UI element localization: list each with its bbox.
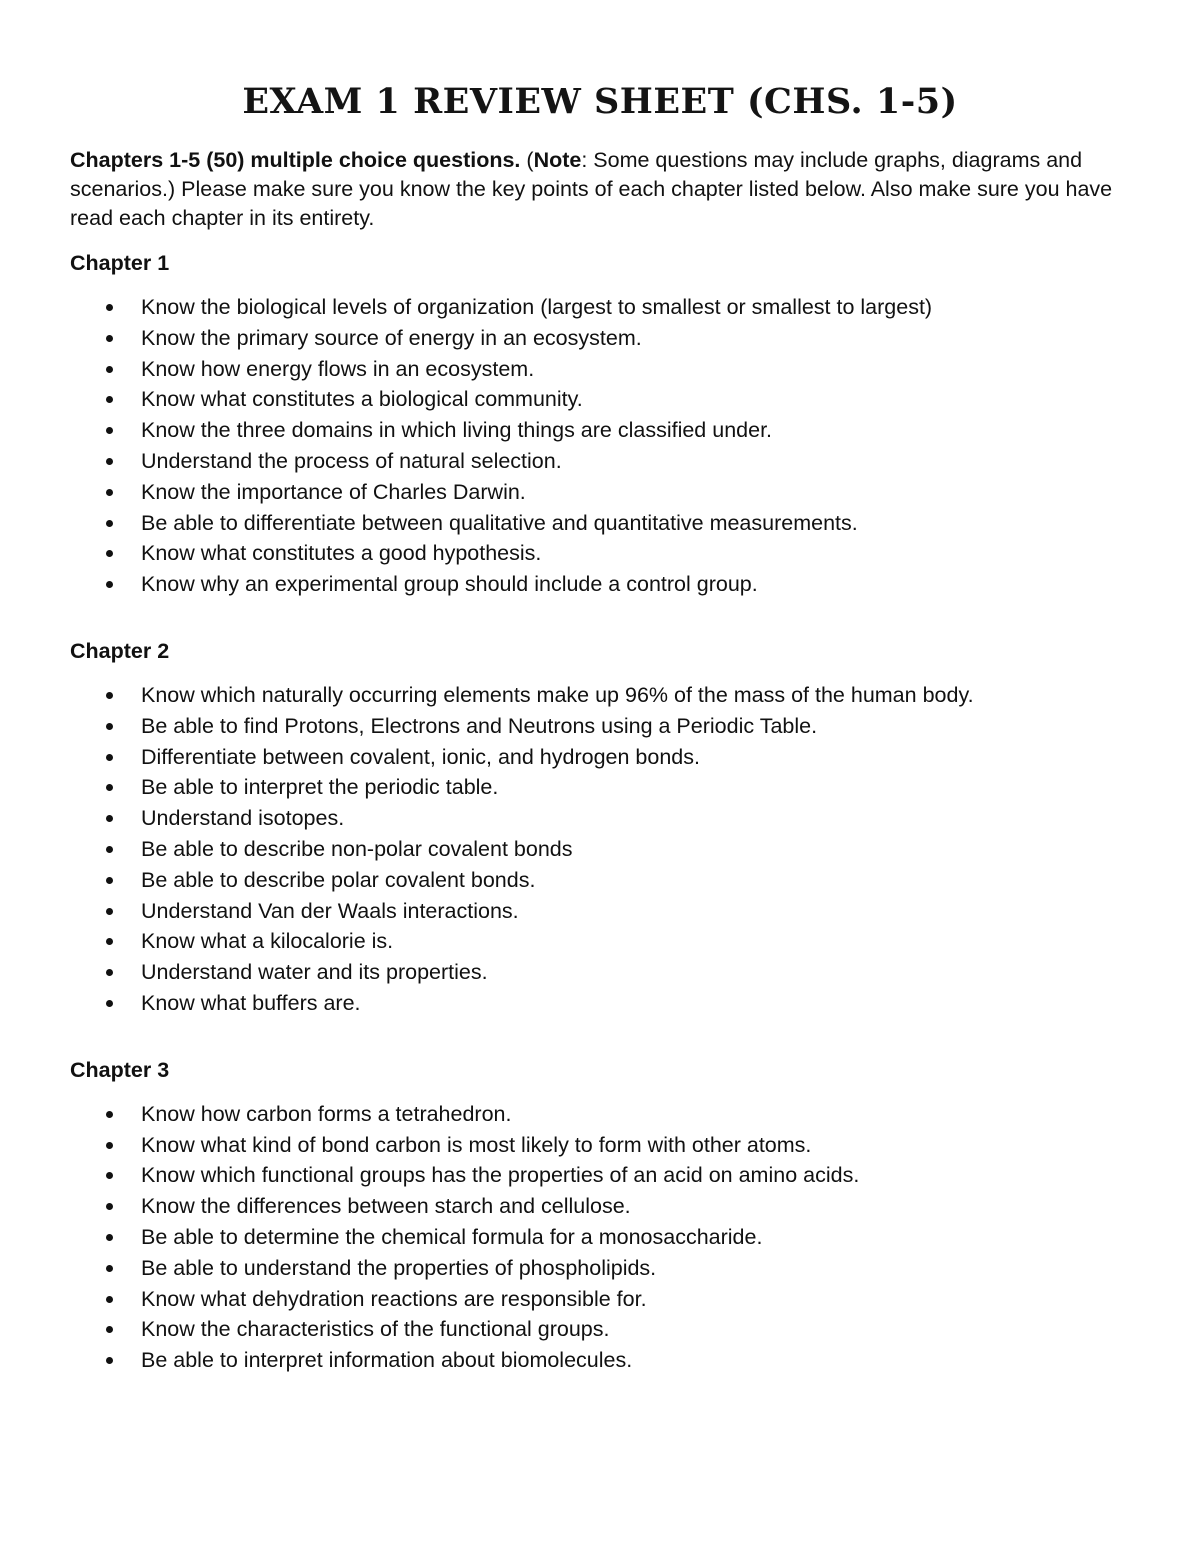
list-item-text: Know how energy flows in an ecosystem.: [141, 356, 535, 381]
list-item: [70, 865, 1130, 896]
bullet-icon: [106, 335, 113, 342]
bullet-icon: [106, 1172, 113, 1179]
bullet-icon: [106, 304, 113, 311]
list-item-text: Know what a kilocalorie is.: [141, 929, 394, 954]
bullet-icon: [106, 723, 113, 730]
chapter-item-list: [70, 292, 1130, 600]
list-item-text: Know the characteristics of the functional groups.: [141, 1317, 610, 1342]
bullet-icon: [106, 815, 113, 822]
list-item: [70, 1314, 1130, 1345]
list-item: [70, 477, 1130, 508]
intro-bold-lead: Chapters 1-5 (50) multiple choice questions.: [70, 148, 521, 172]
list-item-text: Be able to determine the chemical formula for a monosaccharide.: [141, 1224, 763, 1249]
list-item: [70, 1130, 1130, 1161]
list-item-text: Be able to understand the properties of phospholipids.: [141, 1255, 657, 1280]
list-item-text: Know how carbon forms a tetrahedron.: [141, 1101, 512, 1126]
bullet-icon: [106, 784, 113, 791]
bullet-icon: [106, 1111, 113, 1118]
list-item: [70, 415, 1130, 446]
list-item-text: Know what constitutes a biological community.: [141, 387, 583, 412]
list-item-text: Be able to describe non-polar covalent bonds: [141, 836, 573, 861]
list-item-text: Be able to describe polar covalent bonds.: [141, 867, 536, 892]
bullet-icon: [106, 427, 113, 434]
list-item: [70, 772, 1130, 803]
list-item: [70, 1345, 1130, 1376]
bullet-icon: [106, 938, 113, 945]
list-item: [70, 803, 1130, 834]
chapter-item-list: [70, 1099, 1130, 1376]
list-item: [70, 292, 1130, 323]
list-item-text: Be able to interpret information about biomolecules.: [141, 1348, 633, 1373]
bullet-icon: [106, 692, 113, 699]
bullet-icon: [106, 396, 113, 403]
chapter-section: [70, 637, 1130, 1019]
list-item-text: Know the primary source of energy in an ecosystem.: [141, 325, 642, 350]
bullet-icon: [106, 489, 113, 496]
bullet-icon: [106, 581, 113, 588]
bullet-icon: [106, 366, 113, 373]
bullet-icon: [106, 520, 113, 527]
chapters-container: [70, 249, 1130, 1376]
list-item: [70, 538, 1130, 569]
list-item: [70, 1253, 1130, 1284]
list-item-text: Know what buffers are.: [141, 990, 361, 1015]
list-item: [70, 569, 1130, 600]
list-item-text: Know what kind of bond carbon is most likely to form with other atoms.: [141, 1132, 812, 1157]
bullet-icon: [106, 458, 113, 465]
chapter-heading: Chapter 3: [70, 1057, 170, 1082]
list-item-text: Know the importance of Charles Darwin.: [141, 479, 526, 504]
list-item-text: Be able to interpret the periodic table.: [141, 775, 499, 800]
bullet-icon: [106, 754, 113, 761]
list-item-text: Know which naturally occurring elements make up 96% of the mass of the human body.: [141, 682, 974, 707]
bullet-icon: [106, 1357, 113, 1364]
list-item: [70, 1191, 1130, 1222]
bullet-icon: [106, 1296, 113, 1303]
list-item: [70, 711, 1130, 742]
list-item: [70, 1284, 1130, 1315]
list-item-text: Know what dehydration reactions are responsible for.: [141, 1286, 647, 1311]
intro-rest: : Some questions may include graphs, diagrams and scenarios.) Please make sure you know the key points of each chapter listed below. Also make sure you have read each chapter in its entirety.: [70, 148, 1113, 230]
list-item: [70, 680, 1130, 711]
intro-paragraph: [70, 146, 1130, 233]
chapter-section: [70, 1056, 1130, 1376]
list-item: [70, 742, 1130, 773]
chapter-heading: Chapter 1: [70, 251, 170, 275]
bullet-icon: [106, 1142, 113, 1149]
chapter-section: [70, 249, 1130, 600]
list-item-text: Know why an experimental group should include a control group.: [141, 572, 758, 597]
list-item: [70, 1160, 1130, 1191]
bullet-icon: [106, 969, 113, 976]
bullet-icon: [106, 550, 113, 557]
list-item-text: Know the differences between starch and cellulose.: [141, 1194, 631, 1219]
list-item: [70, 1099, 1130, 1130]
list-item-text: Know which functional groups has the properties of an acid on amino acids.: [141, 1163, 860, 1188]
list-item: [70, 323, 1130, 354]
bullet-icon: [106, 1234, 113, 1241]
list-item-text: Know the biological levels of organization (largest to smallest or smallest to largest): [141, 295, 933, 319]
bullet-icon: [106, 1326, 113, 1333]
list-item-text: Be able to find Protons, Electrons and Neutrons using a Periodic Table.: [141, 713, 818, 738]
list-item-text: Understand water and its properties.: [141, 960, 488, 985]
review-sheet-page: [70, 78, 1130, 1413]
list-item: [70, 1222, 1130, 1253]
list-item-text: Understand the process of natural selection.: [141, 448, 562, 473]
list-item: [70, 446, 1130, 477]
bullet-icon: [106, 1203, 113, 1210]
list-item-text: Know what constitutes a good hypothesis.: [141, 541, 542, 566]
list-item-text: Know the three domains in which living things are classified under.: [141, 418, 773, 443]
intro-paren-open: (: [520, 148, 534, 172]
bullet-icon: [106, 877, 113, 884]
list-item: [70, 508, 1130, 539]
list-item: [70, 354, 1130, 385]
chapter-item-list: [70, 680, 1130, 1019]
list-item: [70, 834, 1130, 865]
bullet-icon: [106, 1265, 113, 1272]
list-item-text: Understand isotopes.: [141, 806, 345, 831]
intro-note-label: Note: [533, 148, 582, 172]
page-title: EXAM 1 REVIEW SHEET (CHS. 1-5): [242, 81, 958, 122]
bullet-icon: [106, 1000, 113, 1007]
list-item: [70, 926, 1130, 957]
list-item: [70, 896, 1130, 927]
list-item: [70, 988, 1130, 1019]
list-item: [70, 957, 1130, 988]
list-item-text: Be able to differentiate between qualitative and quantitative measurements.: [141, 510, 858, 535]
bullet-icon: [106, 908, 113, 915]
list-item: [70, 384, 1130, 415]
list-item-text: Differentiate between covalent, ionic, and hydrogen bonds.: [141, 744, 700, 769]
list-item-text: Understand Van der Waals interactions.: [141, 898, 519, 923]
bullet-icon: [106, 846, 113, 853]
chapter-heading: Chapter 2: [70, 638, 170, 663]
